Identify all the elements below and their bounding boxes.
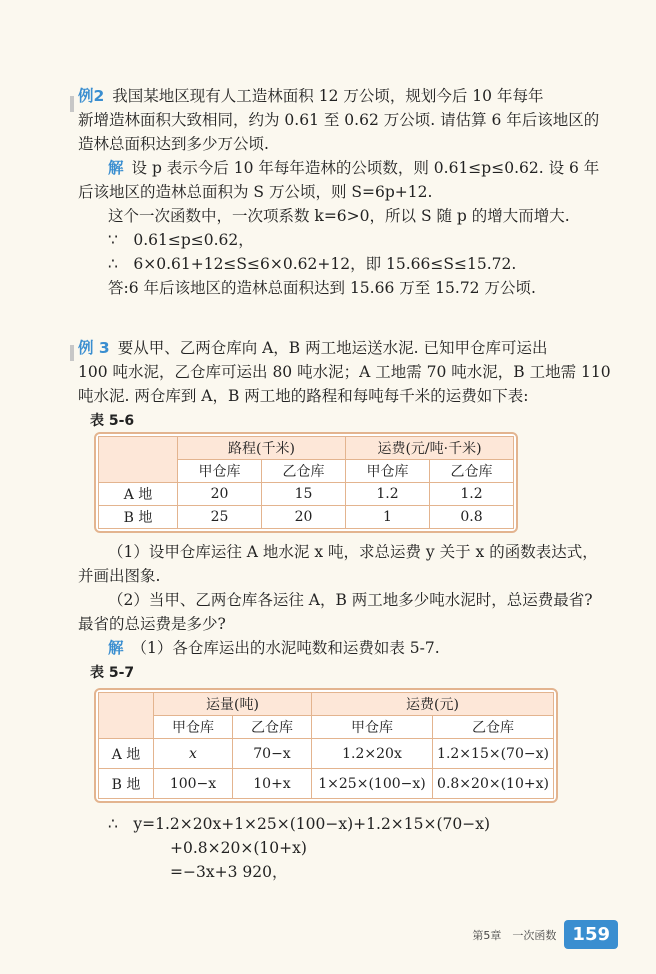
page-number: 159 bbox=[564, 920, 618, 949]
table-subheader: 甲仓库 bbox=[178, 460, 262, 483]
table-cell: 1.2×20x bbox=[312, 739, 433, 769]
table-corner bbox=[99, 437, 178, 483]
solution-label: 解 bbox=[108, 159, 124, 177]
formula-line: =−3x+3 920， bbox=[170, 863, 288, 881]
row-label: A 地 bbox=[99, 739, 154, 769]
table-5-7 bbox=[94, 688, 558, 803]
table-cell: 15 bbox=[262, 483, 346, 506]
table-corner bbox=[99, 693, 154, 739]
table-cell: 1 bbox=[346, 506, 430, 529]
table-5-6 bbox=[94, 432, 518, 533]
text-line: 我国某地区现有人工造林面积 12 万公顷，规划今后 10 年每年 bbox=[112, 87, 544, 105]
text-line: 100 吨水泥，乙仓库可运出 80 吨水泥；A 工地需 70 吨水泥，B 工地需 110 bbox=[78, 363, 611, 381]
margin-bar bbox=[70, 345, 74, 361]
text-line: ∴ 6×0.61+12≤S≤6×0.62+12，即 15.66≤S≤15.72. bbox=[108, 255, 517, 273]
answer-line: 答:6 年后该地区的造林总面积达到 15.66 万至 15.72 万公顷. bbox=[108, 279, 536, 297]
table-subheader: 甲仓库 bbox=[312, 716, 433, 739]
table-header: 运费(元) bbox=[312, 693, 554, 716]
table-cell: 1.2×15×(70−x) bbox=[433, 739, 554, 769]
table-cell: 20 bbox=[178, 483, 262, 506]
row-label: A 地 bbox=[99, 483, 178, 506]
text-line: 要从甲、乙两仓库向 A，B 两工地运送水泥. 已知甲仓库可运出 bbox=[117, 339, 548, 357]
row-label: B 地 bbox=[99, 506, 178, 529]
table-cell: 0.8×20×(10+x) bbox=[433, 769, 554, 799]
table-row bbox=[99, 739, 554, 769]
text-line: 新增造林面积大致相同，约为 0.61 至 0.62 万公顷. 请估算 6 年后该地区的 bbox=[78, 111, 600, 129]
table-header: 运量(吨) bbox=[154, 693, 312, 716]
table-header: 运费(元/吨·千米) bbox=[346, 437, 514, 460]
example-3 bbox=[78, 336, 618, 434]
table-subheader: 乙仓库 bbox=[233, 716, 312, 739]
table-cell: x bbox=[154, 739, 233, 769]
table-cell: 1×25×(100−x) bbox=[312, 769, 433, 799]
table-subheader: 乙仓库 bbox=[430, 460, 514, 483]
table-cell: 20 bbox=[262, 506, 346, 529]
text-line: 最省的总运费是多少? bbox=[78, 615, 226, 633]
table-cell: 0.8 bbox=[430, 506, 514, 529]
example-label: 例2 bbox=[78, 87, 105, 105]
text-line: （1）各仓库运出的水泥吨数和运费如表 5-7. bbox=[131, 639, 440, 657]
table-cell: 70−x bbox=[233, 739, 312, 769]
text-line: ∵ 0.61≤p≤0.62， bbox=[108, 231, 254, 249]
table-subheader: 乙仓库 bbox=[262, 460, 346, 483]
margin-bar bbox=[70, 96, 74, 112]
table-cell: 1.2 bbox=[346, 483, 430, 506]
table-title: 表 5-7 bbox=[90, 665, 135, 681]
text-line: 设 p 表示今后 10 年每年造林的公顷数，则 0.61≤p≤0.62. 设 6 年 bbox=[131, 159, 600, 177]
solution-label: 解 bbox=[108, 639, 124, 657]
example-label: 例 3 bbox=[78, 339, 110, 357]
table-row bbox=[99, 769, 554, 799]
table-row bbox=[99, 483, 514, 506]
formula-line: +0.8×20×(10+x) bbox=[170, 839, 307, 857]
text-line: 后该地区的造林总面积为 S 万公顷，则 S=6p+12. bbox=[78, 183, 433, 201]
table-title: 表 5-6 bbox=[90, 413, 135, 429]
table-subheader: 甲仓库 bbox=[346, 460, 430, 483]
chapter-label: 第5章 一次函数 bbox=[472, 928, 557, 942]
table-subheader: 甲仓库 bbox=[154, 716, 233, 739]
table-header: 路程(千米) bbox=[178, 437, 346, 460]
text-line: 这个一次函数中，一次项系数 k=6>0，所以 S 随 p 的增大而增大. bbox=[108, 207, 570, 225]
formula bbox=[78, 812, 618, 884]
formula-line: ∴ y=1.2×20x+1×25×(100−x)+1.2×15×(70−x) bbox=[108, 815, 491, 833]
text-line: 并画出图象. bbox=[78, 567, 161, 585]
question-2: （2）当甲、乙两仓库各运往 A，B 两工地多少吨水泥时，总运费最省? bbox=[108, 591, 593, 609]
example-2 bbox=[78, 84, 618, 300]
text-line: 造林总面积达到多少万公顷. bbox=[78, 135, 269, 153]
question-1: （1）设甲仓库运往 A 地水泥 x 吨，求总运费 y 关于 x 的函数表达式， bbox=[108, 543, 598, 561]
row-label: B 地 bbox=[99, 769, 154, 799]
table-cell: 1.2 bbox=[430, 483, 514, 506]
table-cell: 100−x bbox=[154, 769, 233, 799]
table-row bbox=[99, 506, 514, 529]
table-cell: 25 bbox=[178, 506, 262, 529]
table-cell: 10+x bbox=[233, 769, 312, 799]
table-subheader: 乙仓库 bbox=[433, 716, 554, 739]
text-line: 吨水泥. 两仓库到 A，B 两工地的路程和每吨每千米的运费如下表: bbox=[78, 387, 529, 405]
questions bbox=[78, 540, 618, 686]
page-footer bbox=[472, 920, 618, 949]
